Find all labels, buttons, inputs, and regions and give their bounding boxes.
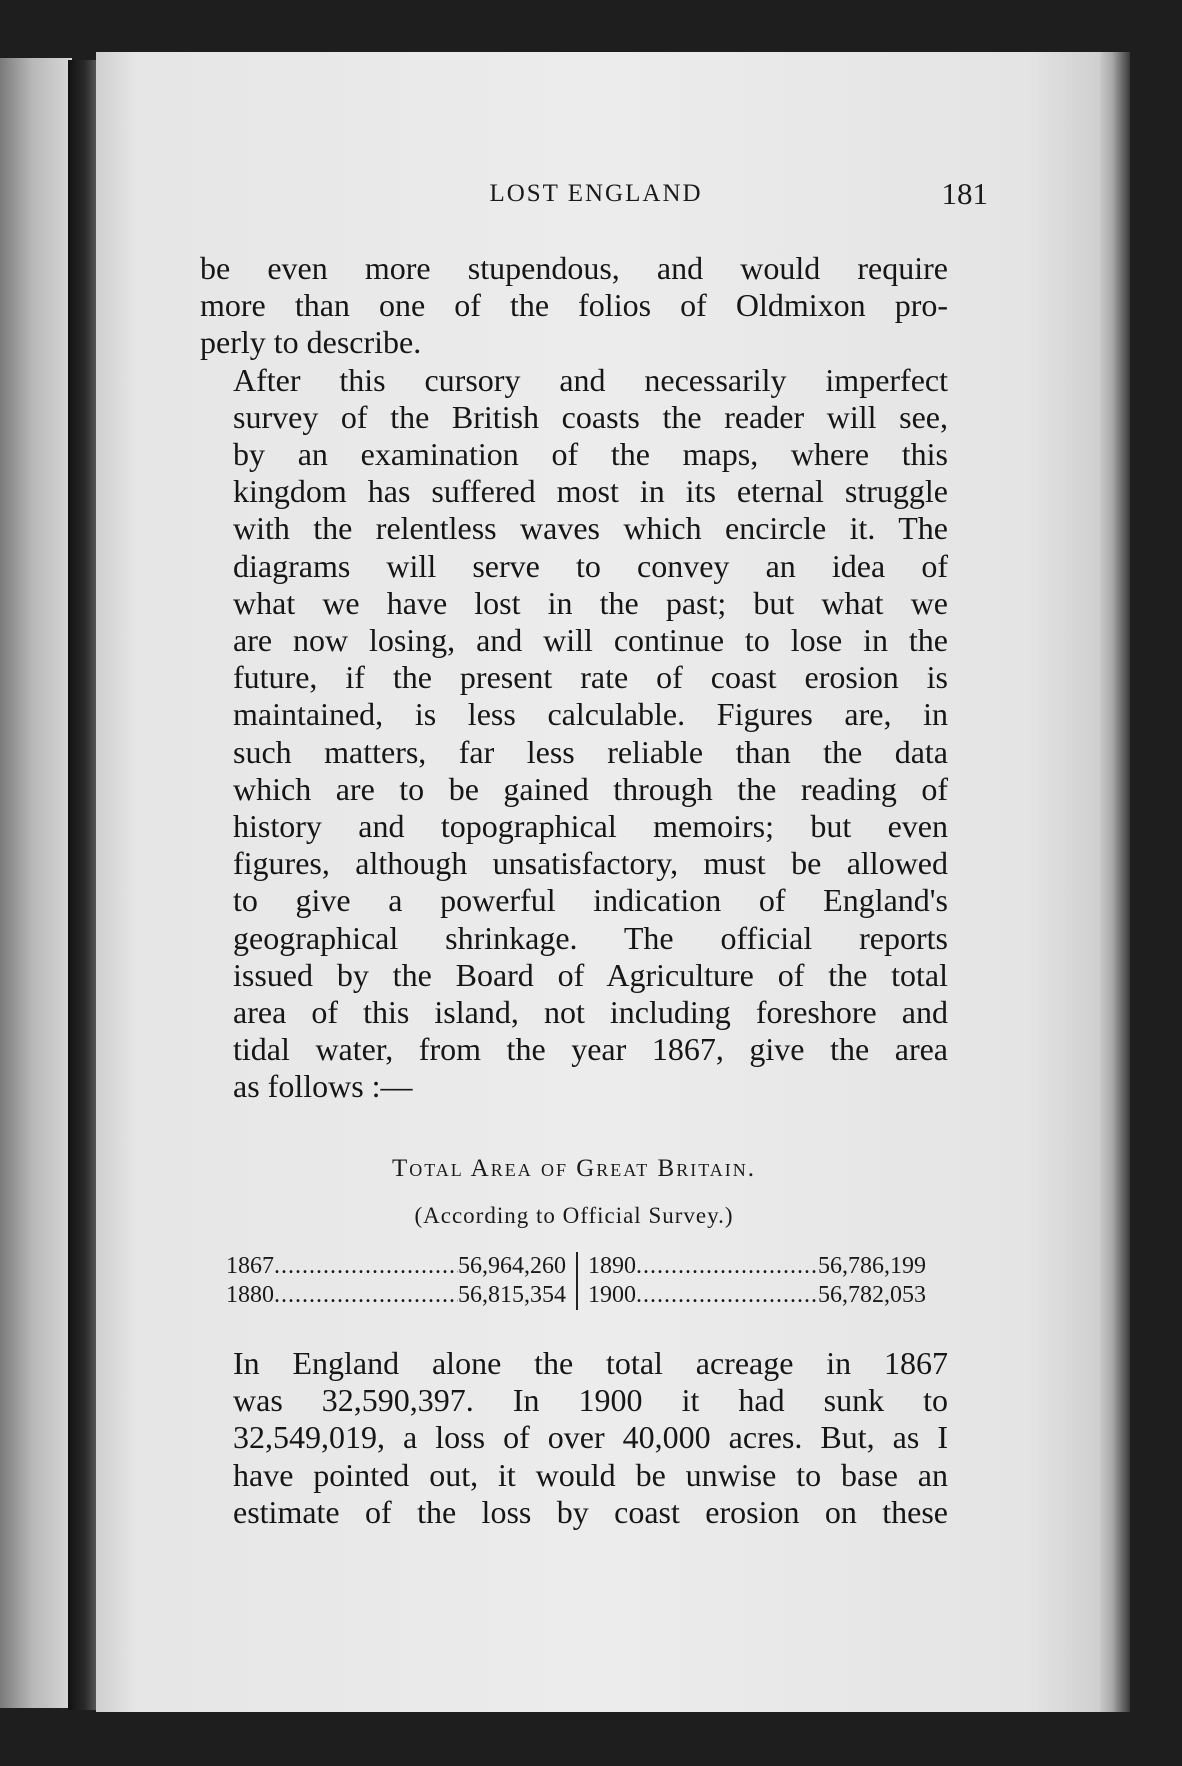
year: 1867 [226, 1253, 274, 1279]
acreage: 56,782,053 [818, 1282, 926, 1308]
line: maintained, is less calculable. Figures are, in [233, 696, 948, 733]
paragraph-1 [200, 250, 948, 362]
line: area of this island, not including foreshore and [233, 994, 948, 1031]
running-head-title: LOST ENGLAND [489, 180, 703, 207]
table-subheading: (According to Official Survey.) [414, 1203, 734, 1228]
line: as follows :— [233, 1068, 413, 1105]
line: geographical shrinkage. The official reports [233, 919, 948, 956]
line: kingdom has suffered most in its eternal struggle [233, 473, 948, 510]
leader-dots [636, 1252, 818, 1281]
year: 1900 [588, 1282, 636, 1308]
line: history and topographical memoirs; but even [233, 808, 948, 845]
line: figures, although unsatisfactory, must be allowed [233, 845, 948, 882]
table-cell [576, 1252, 926, 1281]
line: issued by the Board of Agriculture of the total [233, 956, 948, 993]
line: In England alone the total acreage in 1867 [233, 1345, 948, 1381]
year: 1880 [226, 1282, 274, 1308]
paragraph-2 [200, 362, 948, 1106]
line: future, if the present rate of coast erosion is [233, 659, 948, 696]
table-row [226, 1252, 926, 1281]
line: by an examination of the maps, where this [233, 436, 948, 473]
line: to give a powerful indication of England's [233, 882, 948, 919]
line: estimate of the loss by coast erosion on these [233, 1493, 948, 1530]
leader-dots [274, 1281, 458, 1310]
book-gutter [68, 60, 96, 1710]
line: are now losing, and will continue to lose in the [233, 622, 948, 659]
line: which are to be gained through the reading of [233, 770, 948, 807]
line: perly to describe. [200, 324, 422, 361]
leader-dots [274, 1252, 458, 1281]
running-head [204, 176, 988, 220]
year: 1890 [588, 1253, 636, 1279]
page-number: 181 [941, 176, 988, 211]
line: such matters, far less reliable than the data [233, 733, 948, 770]
acreage: 56,786,199 [818, 1253, 926, 1279]
line: After this cursory and necessarily imperfect [233, 361, 948, 398]
line: tidal water, from the year 1867, give the area [233, 1031, 948, 1068]
table-cell [226, 1252, 576, 1281]
body-text [200, 250, 948, 1106]
facing-page-edge [0, 58, 72, 1708]
table-cell [226, 1281, 576, 1310]
acreage: 56,964,260 [458, 1253, 566, 1279]
table-row [226, 1281, 926, 1310]
line: be even more stupendous, and would require [200, 250, 948, 286]
line: was 32,590,397. In 1900 it had sunk to [233, 1382, 948, 1419]
body-text-continued [200, 1345, 948, 1531]
line: what we have lost in the past; but what we [233, 584, 948, 621]
line: diagrams will serve to convey an idea of [233, 547, 948, 584]
table-cell [576, 1281, 926, 1310]
line: with the relentless waves which encircle it. The [233, 510, 948, 547]
area-table [226, 1252, 926, 1310]
leader-dots [636, 1281, 818, 1310]
line: 32,549,019, a loss of over 40,000 acres. But, as I [233, 1419, 948, 1456]
page-edge [1100, 52, 1130, 1712]
line: have pointed out, it would be unwise to base an [233, 1456, 948, 1493]
paragraph-3 [200, 1345, 948, 1531]
table-heading: Total Area of Great Britain. [391, 1155, 757, 1182]
line: survey of the British coasts the reader will see, [233, 398, 948, 435]
acreage: 56,815,354 [458, 1282, 566, 1308]
line: more than one of the folios of Oldmixon pro- [200, 287, 948, 324]
